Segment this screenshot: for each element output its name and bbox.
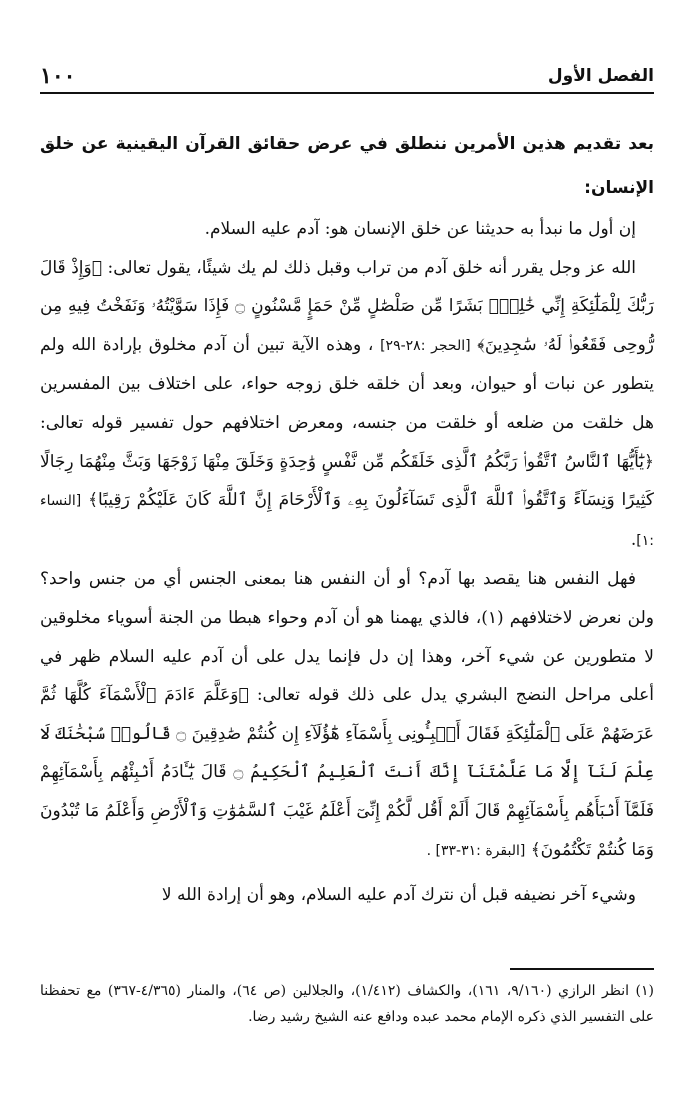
quran-verse-hijr: ﴿وَإِذْ قَالَ رَبُّكَ لِلْمَلَٰٓئِكَةِ إِنِّي خَٰلِقٌۢ بَشَرًا مِّن صَلْصَٰلٍ مِّنْ حَمَإٍ مَّسْنُونٍ ۝ فَإِذَا سَوَّيْتُهُۥ وَنَفَخْتُ فِيهِ مِن رُّوحِى فَقَعُوا۟ لَهُۥ سَٰجِدِينَ﴾ [40, 257, 654, 355]
book-page [40, 0, 654, 1094]
paragraph-2-intro: الله عز وجل يقرر أنه خلق آدم من تراب وقبل ذلك لم يك شيئًا، يقول تعالى: [107, 257, 636, 278]
chapter-title: الفصل الأول [547, 66, 654, 86]
paragraph-2-rest: ، وهذه الآية تبين أن آدم مخلوق بإرادة الله ولم يتطور عن نبات أو حيوان، وبعد أن خلقه خلق زوجه حواء، على اختلاف بين المفسرين هل خلقت من ضلعه أو خلقت من جنسه، ومعرض اختلافهم حول تفسير قوله تعالى: [40, 334, 654, 433]
footnote-separator [510, 968, 654, 970]
running-header [40, 60, 654, 94]
verse-ref-hijr: [الحجر :٢٨-٢٩] [380, 337, 471, 354]
verse-ref-baqara: [البقرة :٣١-٣٣] . [426, 842, 526, 859]
footnotes [40, 978, 654, 1030]
section-heading: بعد تقديم هذين الأمرين ننطلق في عرض حقائق القرآن اليقينية عن خلق الإنسان: [40, 134, 654, 198]
main-text [40, 122, 654, 915]
quran-verse-nisa: ﴿يَٰٓأَيُّهَا ٱلنَّاسُ ٱتَّقُوا۟ رَبَّكُمُ ٱلَّذِى خَلَقَكُم مِّن نَّفْسٍ وَٰحِدَةٍ وَخَلَقَ مِنْهَا زَوْجَهَا وَبَثَّ مِنْهُمَا رِجَالًا كَثِيرًا وَنِسَآءً وَٱتَّقُوا۟ ٱللَّهَ ٱلَّذِى تَسَآءَلُونَ بِهِۦ وَٱلْأَرْحَامَ إِنَّ ٱللَّهَ كَانَ عَلَيْكُمْ رَقِيبًا﴾ [40, 451, 654, 511]
quran-verse-baqara: ﴿وَعَلَّمَ ءَادَمَ ٱلْأَسْمَآءَ كُلَّهَا ثُمَّ عَرَضَهُمْ عَلَى ٱلْمَلَٰٓئِكَةِ فَقَالَ أَنۢبِـُٔونِى بِأَسْمَآءِ هَٰٓؤُلَآءِ إِن كُنتُمْ صَٰدِقِينَ ۝ قَالُوا۟ سُبْحَٰنَكَ لَا عِلْمَ لَنَآ إِلَّا مَا عَلَّمْتَنَآ إِنَّكَ أَنتَ ٱلْعَلِيمُ ٱلْحَكِيمُ ۝ قَالَ يَٰٓـَٔادَمُ أَنۢبِئْهُم بِأَسْمَآئِهِمْ فَلَمَّآ أَنۢبَأَهُم بِأَسْمَآئِهِمْ قَالَ أَلَمْ أَقُل لَّكُمْ إِنِّىٓ أَعْلَمُ غَيْبَ ٱلسَّمَٰوَٰتِ وَٱلْأَرْضِ وَأَعْلَمُ مَا تُبْدُونَ وَمَا كُنتُمْ تَكْتُمُونَ﴾ [40, 685, 654, 860]
paragraph-3 [40, 560, 654, 870]
paragraph-3-text: فهل النفس هنا يقصد بها آدم؟ أو أن النفس هنا بمعنى الجنس أي من جنس واحد؟ ولن نعرض لاختلافهم (١)، فالذي يهمنا هو أن آدم وحواء هبطا من الجنة أسوياء مخلوقين لا متطورين عن شيء آخر، وهذا إن دل فإنما يدل على أن آدم عليه السلام ظهر في أعلى مراحل النضج البشري يدل على ذلك قوله تعالى: [40, 569, 655, 706]
footnote-1: (١) انظر الرازي (٩/١٦٠، ١٦١)، والكشاف (١/٤١٢)، والجلالين (ص ٦٤)، والمنار (٤/٣٦٥-٣٦٧) مع تحفظنا على التفسير الذي ذكره الإمام محمد عبده ودافع عنه الشيخ رشيد رضا. [40, 983, 654, 1025]
verse-ref-nisa: [النساء :١] [40, 493, 654, 549]
page-number: ١٠٠ [40, 63, 76, 89]
paragraph-4: وشيء آخر نضيفه قبل أن نترك آدم عليه السلام، وهو أن إرادة الله لا [161, 885, 636, 906]
paragraph-2: الله عز وجل يقرر أنه خلق آدم من تراب وقبل ذلك لم يك شيئًا، يقول تعالى: ﴿وَإِذْ قَالَ رَبُّكَ لِلْمَلَٰٓئِكَةِ إِنِّي خَٰلِقٌۢ بَشَرًا مِّن صَلْصَٰلٍ مِّنْ حَمَإٍ مَّسْنُونٍ ۝ فَإِذَا سَوَّيْتُهُۥ وَنَفَخْتُ فِيهِ مِن رُّوحِى فَقَعُوا۟ لَهُۥ سَٰجِدِينَ﴾ [الحجر :٢٨-٢٩] ، وهذه الآية تبين أن آدم مخلوق بإرادة الله ولم يتطور عن نبات أو حيوان، وبعد أن خلقه خلق زوجه حواء، على اختلاف بين المفسرين هل خلقت من ضلعه أو خلقت من جنسه، ومعرض اختلافهم حول تفسير قوله تعالى: ﴿يَٰٓأَيُّهَا ٱلنَّاسُ ٱتَّقُوا۟ رَبَّكُمُ ٱلَّذِى خَلَقَكُم مِّن نَّفْسٍ وَٰحِدَةٍ وَخَلَقَ مِنْهَا زَوْجَهَا وَبَثَّ مِنْهُمَا رِجَالًا كَثِيرًا وَنِسَآءً وَٱتَّقُوا۟ ٱللَّهَ ٱلَّذِى تَسَآءَلُونَ بِهِۦ وَٱلْأَرْحَامَ إِنَّ ٱللَّهَ كَانَ عَلَيْكُمْ رَقِيبًا﴾ [النساء :١]. [40, 257, 654, 550]
paragraph-1: إن أول ما نبدأ به حديثنا عن خلق الإنسان هو: آدم عليه السلام. [204, 219, 636, 239]
